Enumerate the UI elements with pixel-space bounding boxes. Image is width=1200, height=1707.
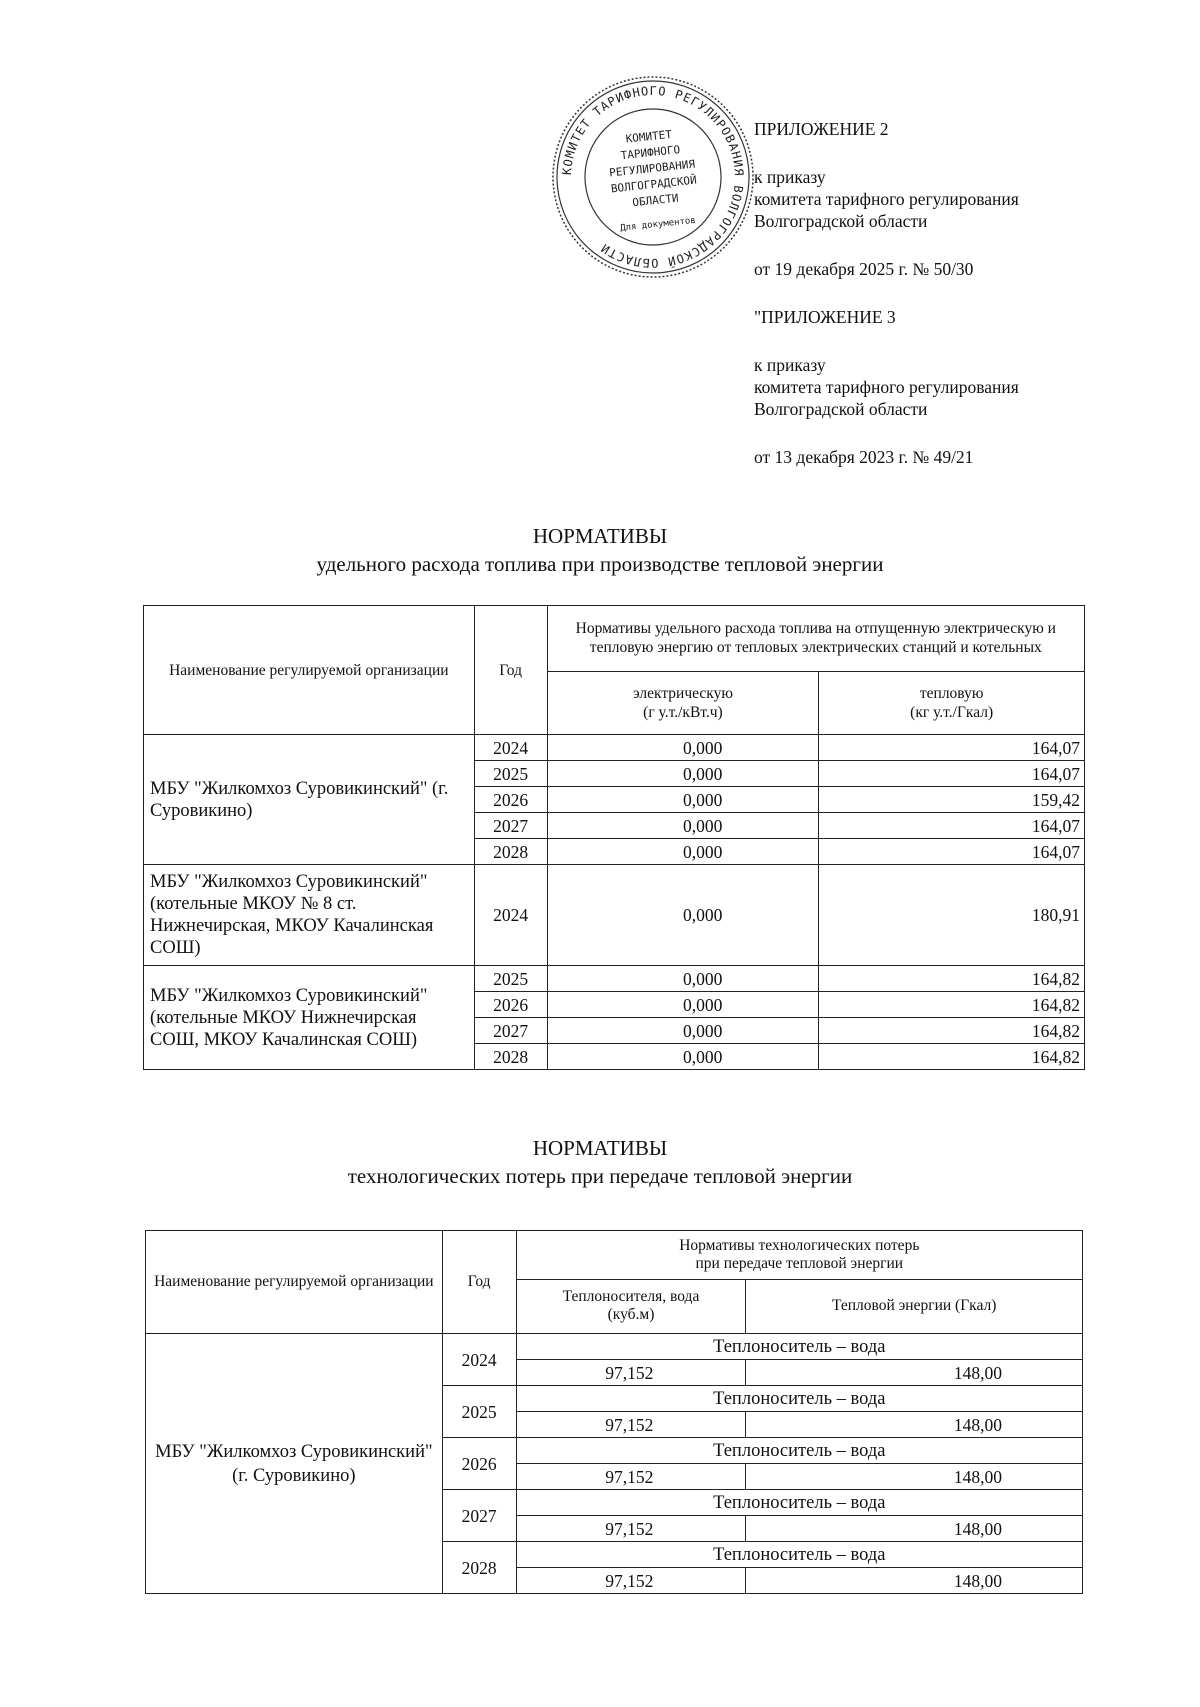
heat-loss-value-cell: 148,00 — [746, 1516, 1083, 1542]
heat-value-cell: 164,82 — [819, 1044, 1085, 1070]
heat-value-cell: 159,42 — [819, 787, 1085, 813]
table-row — [144, 735, 1085, 761]
heat-value-cell: 164,07 — [819, 735, 1085, 761]
svg-text:Для документов: Для документов — [619, 215, 697, 234]
heat-loss-value-cell: 148,00 — [746, 1464, 1083, 1490]
heat-loss-value-cell: 148,00 — [746, 1568, 1083, 1594]
col-header-fuel-group: Нормативы удельного расхода топлива на отпущенную электрическую и тепловую энергию от тепловых электрических станций и котельных — [547, 606, 1084, 672]
old-order-reference: к приказу комитета тарифного регулирования Волгоградской области — [754, 355, 1019, 419]
carrier-label-cell: Теплоноситель – вода — [516, 1334, 1082, 1360]
electric-value-cell: 0,000 — [547, 787, 819, 813]
heat-value-cell: 164,07 — [819, 761, 1085, 787]
heat-value-cell: 164,07 — [819, 839, 1085, 865]
appendix-3-heading: "ПРИЛОЖЕНИЕ 3 — [754, 307, 896, 327]
svg-text:ТАРИФНОГО: ТАРИФНОГО — [620, 143, 681, 163]
year-cell: 2024 — [442, 1334, 516, 1386]
electric-value-cell: 0,000 — [547, 966, 819, 992]
year-cell: 2024 — [474, 865, 547, 966]
year-cell: 2026 — [474, 787, 547, 813]
old-order-date: от 13 декабря 2023 г. № 49/21 — [754, 447, 974, 467]
year-cell: 2027 — [442, 1490, 516, 1542]
col-header-heat-energy: Тепловой энергии (Гкал) — [746, 1279, 1083, 1333]
electric-value-cell: 0,000 — [547, 1044, 819, 1070]
loss-norms-table — [145, 1230, 1083, 1594]
col-header-org: Наименование регулируемой организации — [146, 1231, 443, 1334]
svg-text:РЕГУЛИРОВАНИЯ: РЕГУЛИРОВАНИЯ — [608, 157, 696, 180]
order-date: от 19 декабря 2025 г. № 50/30 — [754, 259, 974, 279]
year-cell: 2025 — [442, 1386, 516, 1438]
electric-value-cell: 0,000 — [547, 839, 819, 865]
heat-value-cell: 164,82 — [819, 1018, 1085, 1044]
table-row — [144, 966, 1085, 992]
col-header-loss-group: Нормативы технологических потерь при передаче тепловой энергии — [516, 1231, 1082, 1280]
heat-value-cell: 180,91 — [819, 865, 1085, 966]
col-header-water: Теплоносителя, вода (куб.м) — [516, 1279, 746, 1333]
electric-value-cell: 0,000 — [547, 735, 819, 761]
org-name-cell: МБУ "Жилкомхоз Суровикинский" (котельные МКОУ № 8 ст. Нижнечирская, МКОУ Качалинская СОШ) — [144, 865, 475, 966]
org-name-cell: МБУ "Жилкомхоз Суровикинский" (котельные МКОУ Нижнечирская СОШ, МКОУ Качалинская СОШ) — [144, 966, 475, 1070]
water-value-cell: 97,152 — [516, 1568, 746, 1594]
fuel-table-title: НОРМАТИВЫ удельного расхода топлива при производстве тепловой энергии — [316, 524, 884, 576]
year-cell: 2027 — [474, 813, 547, 839]
carrier-label-cell: Теплоноситель – вода — [516, 1386, 1082, 1412]
year-cell: 2027 — [474, 1018, 547, 1044]
svg-text:КОМИТЕТ ТАРИФНОГО РЕГУЛИРОВАНИ: КОМИТЕТ ТАРИФНОГО РЕГУЛИРОВАНИЯ ВОЛГОГРАДСКОЙ ОБЛАСТИ — [559, 83, 747, 271]
col-header-year: Год — [442, 1231, 516, 1334]
electric-value-cell: 0,000 — [547, 761, 819, 787]
electric-value-cell: 0,000 — [547, 992, 819, 1018]
year-cell: 2028 — [442, 1542, 516, 1594]
col-header-org: Наименование регулируемой организации — [144, 606, 475, 735]
svg-text:ВОЛГОГРАДСКОЙ: ВОЛГОГРАДСКОЙ — [610, 173, 698, 196]
electric-value-cell: 0,000 — [547, 1018, 819, 1044]
fuel-norms-table — [143, 605, 1085, 1070]
appendix-2-heading: ПРИЛОЖЕНИЕ 2 — [754, 119, 889, 139]
year-cell: 2025 — [474, 966, 547, 992]
carrier-label-cell: Теплоноситель – вода — [516, 1490, 1082, 1516]
col-header-year: Год — [474, 606, 547, 735]
order-reference: к приказу комитета тарифного регулирования Волгоградской области — [754, 167, 1019, 231]
water-value-cell: 97,152 — [516, 1360, 746, 1386]
col-header-heat: тепловую (кг у.т./Гкал) — [819, 671, 1085, 735]
table-row — [146, 1334, 1083, 1360]
heat-loss-value-cell: 148,00 — [746, 1412, 1083, 1438]
year-cell: 2026 — [442, 1438, 516, 1490]
col-header-electric: электрическую (г у.т./кВт.ч) — [547, 671, 819, 735]
table-row — [144, 865, 1085, 966]
water-value-cell: 97,152 — [516, 1412, 746, 1438]
year-cell: 2026 — [474, 992, 547, 1018]
water-value-cell: 97,152 — [516, 1516, 746, 1542]
heat-loss-value-cell: 148,00 — [746, 1360, 1083, 1386]
electric-value-cell: 0,000 — [547, 813, 819, 839]
org-name-cell: МБУ "Жилкомхоз Суровикинский" (г. Суровикино) — [144, 735, 475, 865]
water-value-cell: 97,152 — [516, 1464, 746, 1490]
year-cell: 2028 — [474, 1044, 547, 1070]
electric-value-cell: 0,000 — [547, 865, 819, 966]
heat-value-cell: 164,82 — [819, 966, 1085, 992]
heat-value-cell: 164,82 — [819, 992, 1085, 1018]
official-stamp — [538, 62, 769, 293]
stamp-seal-graphic — [538, 62, 769, 293]
org-name-cell: МБУ "Жилкомхоз Суровикинский" (г. Суровикино) — [146, 1334, 443, 1594]
svg-text:ОБЛАСТИ: ОБЛАСТИ — [631, 191, 680, 210]
year-cell: 2024 — [474, 735, 547, 761]
heat-value-cell: 164,07 — [819, 813, 1085, 839]
svg-text:КОМИТЕТ: КОМИТЕТ — [625, 127, 673, 146]
carrier-label-cell: Теплоноситель – вода — [516, 1438, 1082, 1464]
year-cell: 2025 — [474, 761, 547, 787]
carrier-label-cell: Теплоноситель – вода — [516, 1542, 1082, 1568]
year-cell: 2028 — [474, 839, 547, 865]
loss-table-title: НОРМАТИВЫ технологических потерь при передаче тепловой энергии — [347, 1136, 853, 1188]
